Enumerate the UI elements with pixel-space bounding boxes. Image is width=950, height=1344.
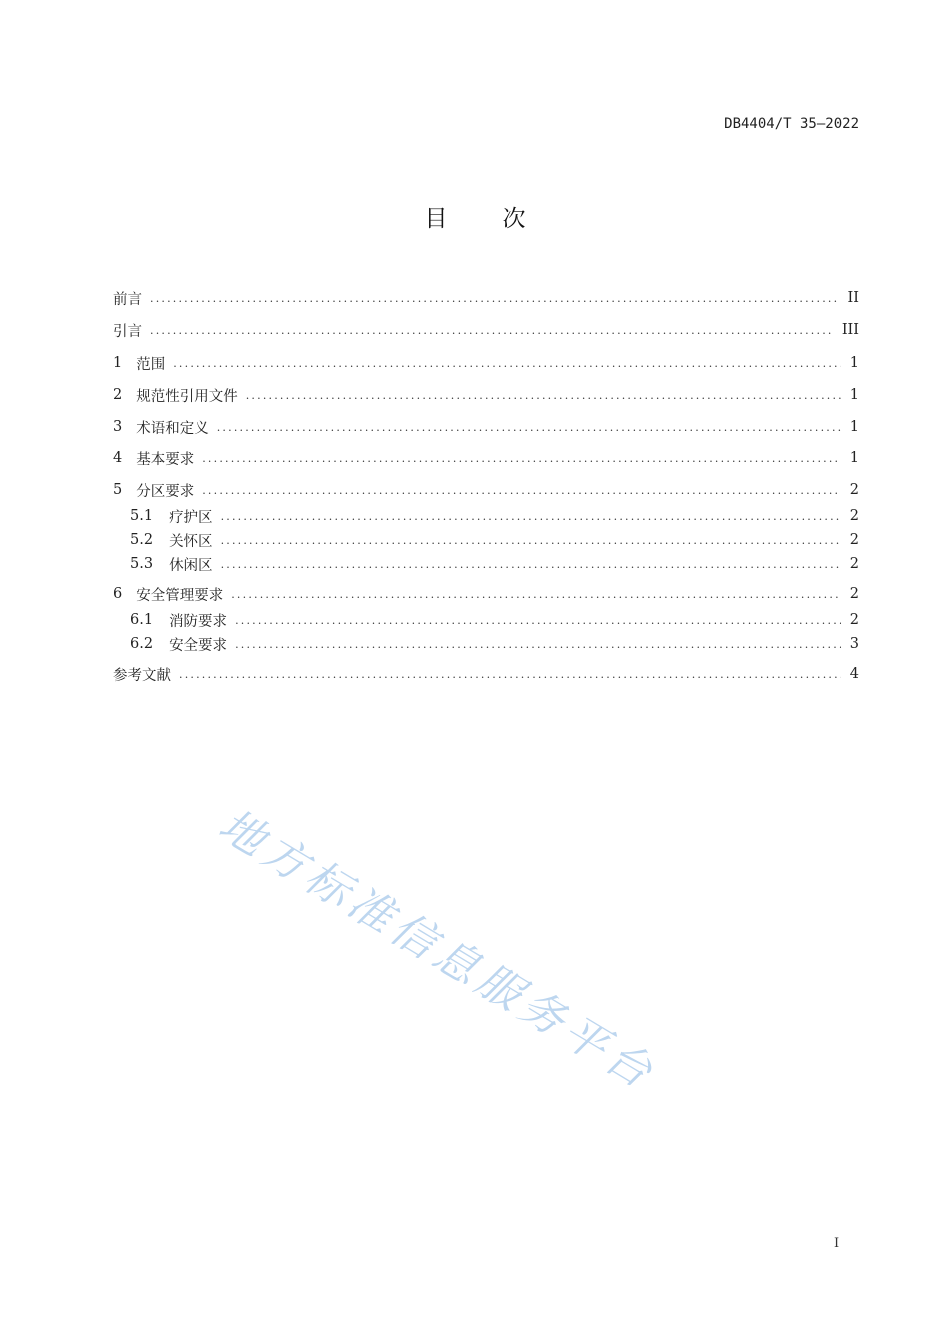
toc-entry-6[interactable]	[113, 583, 859, 605]
toc-entry-1[interactable]	[113, 352, 859, 374]
page-number: I	[834, 1236, 840, 1251]
toc-entry-label: 基本要求	[136, 451, 195, 468]
toc-entry-6-2[interactable]	[113, 633, 859, 655]
toc-entry-page: 4	[849, 666, 859, 682]
leader-dots	[246, 389, 841, 402]
toc-entry-page: 1	[849, 419, 859, 435]
toc-entry-5-2[interactable]	[113, 529, 859, 551]
watermark: 地方标准信息服务平台	[210, 799, 665, 1101]
toc-title-char-1: 目	[424, 206, 448, 232]
leader-dots	[202, 452, 841, 465]
toc-entry-references[interactable]	[113, 663, 859, 685]
toc-entry-number: 5.1	[130, 508, 154, 524]
toc-entry-page: 2	[849, 508, 859, 524]
leader-dots	[173, 357, 841, 370]
toc-entry-number: 6	[113, 586, 123, 602]
toc-entry-page: 1	[849, 450, 859, 466]
toc-entry-number: 6.1	[130, 612, 154, 628]
toc-entry-page: 2	[849, 612, 859, 628]
leader-dots	[221, 510, 841, 523]
toc-entry-label: 范围	[136, 356, 166, 373]
toc-entry-number: 5.3	[130, 556, 154, 572]
toc-entry-page: III	[841, 322, 859, 338]
toc-entry-page: 2	[849, 586, 859, 602]
toc-entry-label: 术语和定义	[136, 420, 209, 437]
toc-entry-4[interactable]	[113, 447, 859, 469]
toc-entry-5[interactable]	[113, 479, 859, 501]
toc-entry-5-1[interactable]	[113, 505, 859, 527]
toc-entry-page: 2	[849, 532, 859, 548]
toc-entry-label: 疗护区	[169, 509, 213, 526]
leader-dots	[179, 668, 841, 681]
document-code: DB4404/T 35—2022	[724, 116, 859, 132]
leader-dots	[235, 638, 841, 651]
toc-entry-page: 1	[849, 355, 859, 371]
toc-entry-number: 1	[113, 355, 123, 371]
toc-title-char-2: 次	[502, 206, 526, 232]
leader-dots	[231, 588, 841, 601]
toc-entry-number: 6.2	[130, 636, 154, 652]
toc-entry-page: 1	[849, 387, 859, 403]
toc-entry-label: 引言	[113, 323, 142, 340]
toc-entry-label: 规范性引用文件	[136, 388, 238, 405]
toc-entry-label: 休闲区	[169, 557, 213, 574]
leader-dots	[150, 324, 834, 337]
toc-entry-5-3[interactable]	[113, 553, 859, 575]
toc-entry-page: II	[847, 290, 859, 306]
toc-entry-label: 参考文献	[113, 667, 171, 684]
toc-entry-introduction[interactable]	[113, 319, 859, 341]
toc-entry-page: 2	[849, 556, 859, 572]
toc-entry-label: 安全管理要求	[136, 587, 224, 604]
leader-dots	[217, 421, 841, 434]
toc-entry-page: 2	[849, 482, 859, 498]
toc-entry-3[interactable]	[113, 416, 859, 438]
toc-entry-6-1[interactable]	[113, 609, 859, 631]
toc-entry-page: 3	[849, 636, 859, 652]
toc-entry-number: 5	[113, 482, 123, 498]
toc-entry-label: 安全要求	[169, 637, 228, 654]
toc-title	[0, 200, 950, 233]
leader-dots	[221, 534, 841, 547]
leader-dots	[235, 614, 841, 627]
toc-entry-number: 2	[113, 387, 123, 403]
toc-entry-label: 前言	[113, 291, 142, 308]
toc-entry-number: 4	[113, 450, 123, 466]
toc-entry-label: 消防要求	[169, 613, 228, 630]
leader-dots	[150, 292, 840, 305]
leader-dots	[221, 558, 841, 571]
toc-entry-label: 关怀区	[169, 533, 213, 550]
toc-entry-number: 3	[113, 419, 123, 435]
leader-dots	[202, 484, 841, 497]
toc-entry-foreword[interactable]	[113, 287, 859, 309]
toc-entry-label: 分区要求	[136, 483, 195, 500]
toc-entry-number: 5.2	[130, 532, 154, 548]
toc-entry-2[interactable]	[113, 384, 859, 406]
